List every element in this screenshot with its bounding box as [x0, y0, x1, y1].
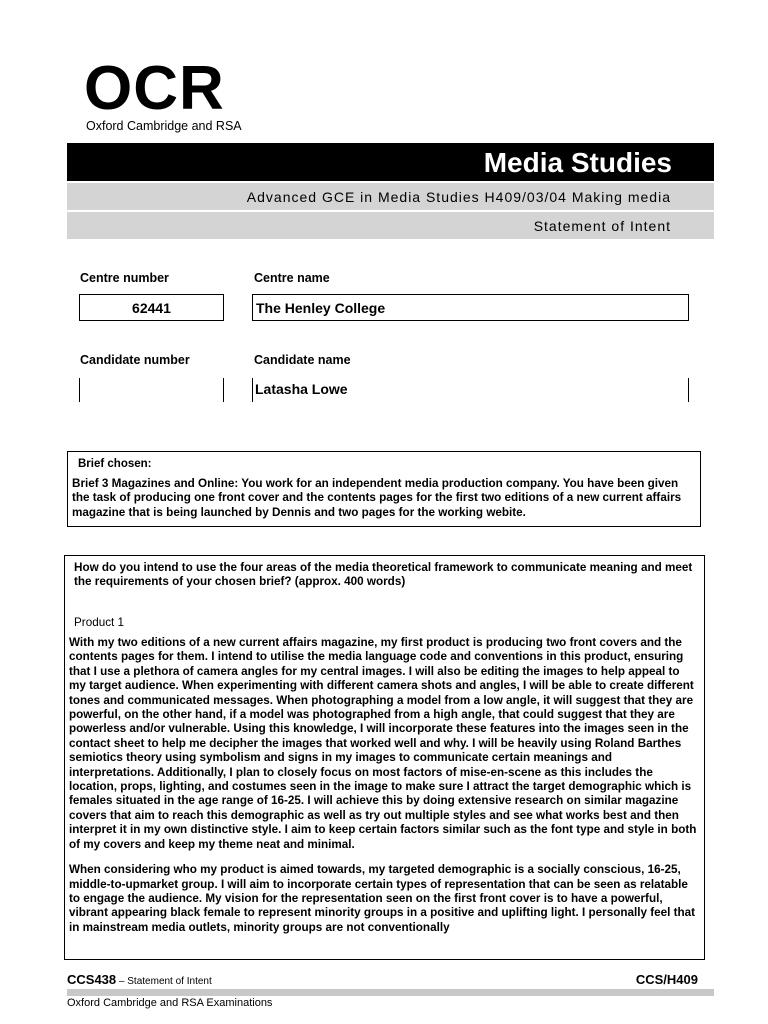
answer-text: [69, 636, 697, 946]
centre-name-field[interactable]: The Henley College: [252, 294, 689, 321]
footer-divider: [67, 989, 714, 996]
field-divider: [688, 378, 689, 402]
field-divider: [252, 378, 253, 402]
footer-spec-code: CCS/H409: [635, 972, 698, 987]
brief-text: Brief 3 Magazines and Online: You work for an independent media production company. You have been given the task of producing one front cover and the contents pages for the first two editions of a new current affairs magazine that is being launched by Dennis and two pages for the working webite.: [72, 477, 682, 519]
document-type: Statement of Intent: [67, 212, 714, 239]
centre-name-label: Centre name: [254, 271, 330, 285]
question-prompt: How do you intend to use the four areas of the media theoretical framework to communicate meaning and meet the requirements of your chosen brief? (approx. 400 words): [74, 561, 693, 589]
field-divider: [223, 378, 224, 402]
answer-paragraph: When considering who my product is aimed towards, my targeted demographic is a socially conscious, 16-25, middle-to-upmarket group. I will aim to incorporate certain types of representation that can be seen as relatable to engage the audience. My vision for the representation seen on the first front cover is to have a powerful, vibrant appearing black female to represent minority groups in a positive and uplifting light. I personally feel that in mainstream media outlets, minority groups are not conventionally: [69, 863, 696, 934]
field-divider: [79, 378, 80, 402]
brief-label: Brief chosen:: [78, 458, 152, 470]
candidate-name-field[interactable]: Latasha Lowe: [255, 381, 348, 397]
ocr-logo-subtitle: Oxford Cambridge and RSA: [86, 119, 242, 133]
qualification-subtitle: Advanced GCE in Media Studies H409/03/04 Making media: [67, 183, 714, 210]
product-label: Product 1: [74, 616, 125, 629]
footer-organisation: Oxford Cambridge and RSA Examinations: [67, 997, 273, 1009]
footer-code-suffix: – Statement of Intent: [116, 976, 212, 987]
footer-code-id: CCS438: [67, 972, 117, 987]
page-title: Media Studies: [67, 143, 714, 181]
candidate-number-label: Candidate number: [80, 353, 190, 367]
centre-number-label: Centre number: [80, 271, 169, 285]
answer-paragraph: With my two editions of a new current affairs magazine, my first product is producing two front covers and the contents pages for them. I intend to utilise the media language code and conventions in this product, ensuring that I use a plethora of camera angles for my central images. I will also be editing the images to help appeal to my target audience. When experimenting with different camera shots and angles, I will be able to create different tones and communicated messages. When photographing a model from a low angle, it will suggest that they are powerful, on the other hand, if a model was photographed from a high angle, that could suggest that they are powerless and/or vulnerable. Using this knowledge, I will incorporate these features into the images seen in the contact sheet to help me decipher the images that worked well and why. I will be heavily using Roland Barthes semiotics theory using symbolism and signs in my images to communicate certain meanings and interpretations. Additionally, I plan to closely focus on most factors of mise-en-scene as this includes the location, props, lighting, and costumes seen in the image to make sure I attract the target demographic which is females situated in the age range of 16-25. I will achieve this by doing extensive research on similar magazine covers that aim to reach this demographic as well as try out multiple styles and see what works best and then interpret it in my own distinctive style. I aim to keep certain factors similar such as the font type and style in both of my covers and keep my theme neat and minimal.: [69, 636, 697, 851]
ocr-logo: OCR: [84, 54, 225, 123]
candidate-number-field[interactable]: [79, 378, 224, 402]
centre-number-field[interactable]: 62441: [79, 294, 224, 321]
footer-code: [67, 972, 212, 987]
candidate-name-label: Candidate name: [254, 353, 351, 367]
